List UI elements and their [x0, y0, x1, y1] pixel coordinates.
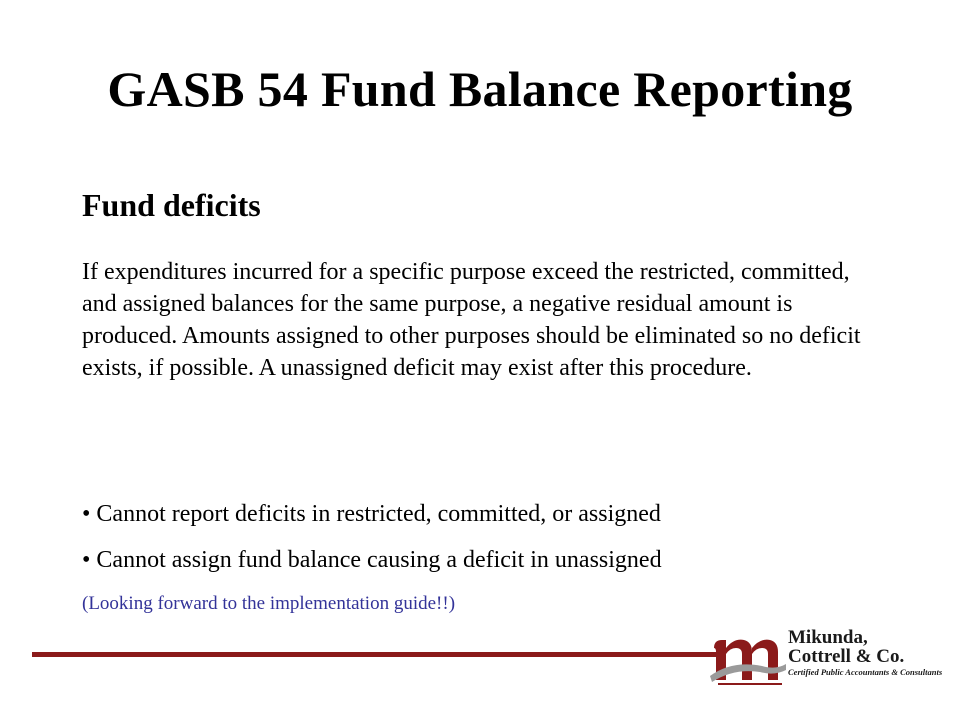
bullet-item: • Cannot assign fund balance causing a deficit in unassigned [82, 547, 662, 573]
logo-text [788, 627, 943, 678]
body-paragraph: If expenditures incurred for a specific purpose exceed the restricted, committed, and assigned balances for the same purpose, a negative residual amount is produced. Amounts assigned to other purposes should be eliminated so no deficit exists, if possible. A unassigned deficit may exist after this procedure. [82, 259, 861, 381]
slide-subtitle: Fund deficits [82, 187, 261, 223]
logo-name-line1: Mikunda, [788, 627, 868, 648]
footer-rule [32, 652, 722, 657]
bullet-item: • Cannot report deficits in restricted, committed, or assigned [82, 501, 661, 527]
logo-tagline: Certified Public Accountants & Consultants [788, 667, 943, 677]
company-logo [704, 624, 943, 690]
logo-name-line2: Cottrell & Co. [788, 646, 905, 667]
logo-mark-icon [708, 626, 788, 688]
note-text: (Looking forward to the implementation guide!!) [82, 593, 456, 614]
slide-title: GASB 54 Fund Balance Reporting [107, 61, 853, 117]
